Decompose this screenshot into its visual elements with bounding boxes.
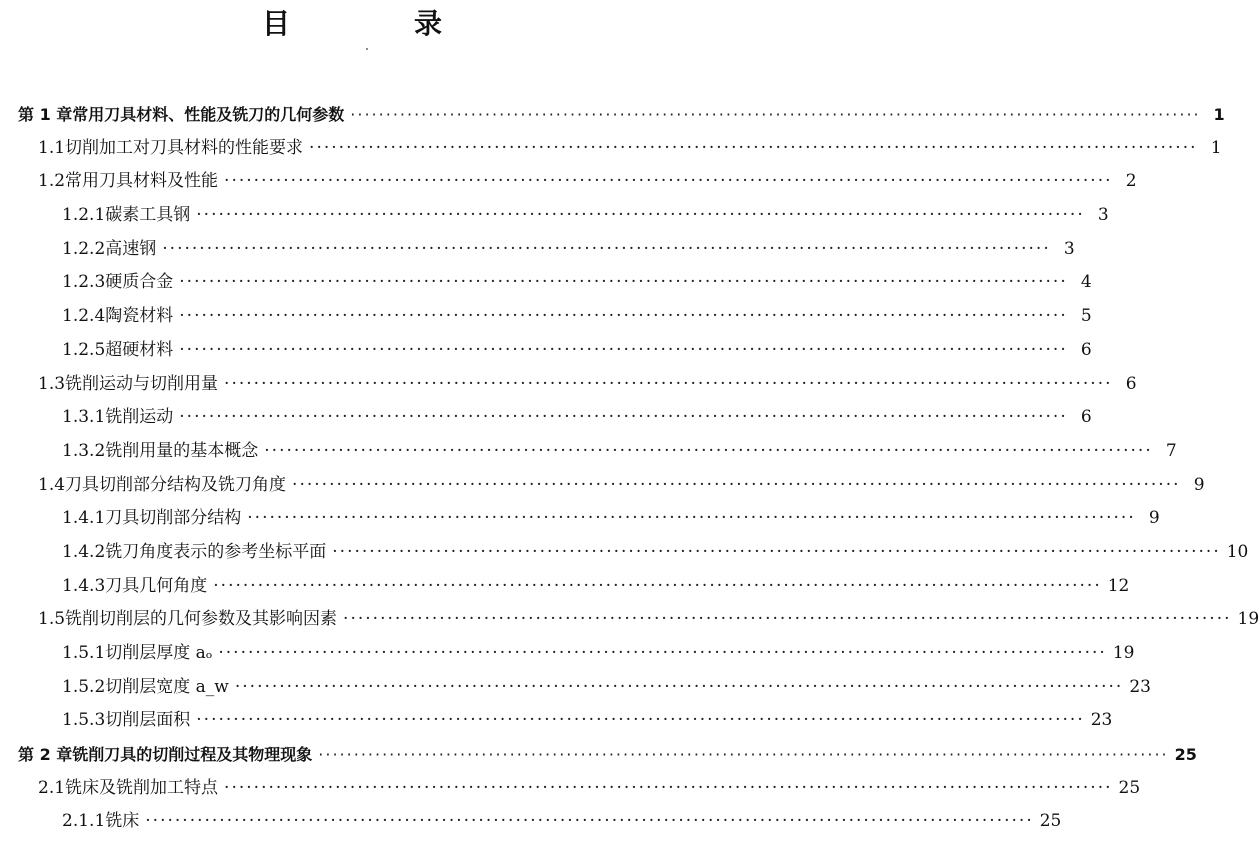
- toc-entry-number: 1.1: [38, 137, 66, 158]
- toc-entry-number: 1.2.1: [62, 205, 106, 226]
- toc-entry[interactable]: [0, 704, 1113, 738]
- toc-leader-dots: ························································································································: [350, 105, 1201, 124]
- toc-entry-page: 19: [1237, 609, 1259, 630]
- toc-entry-page: 19: [1112, 643, 1135, 663]
- toc-entry-title: 刀具几何角度: [105, 575, 208, 596]
- toc-entry-title: 铣削刀具的切削过程及其物理现象: [72, 745, 313, 765]
- toc-entry-page: 3: [1063, 238, 1075, 259]
- toc-entry[interactable]: [0, 570, 1130, 604]
- toc-entry-title: 常用刀具材料、性能及铣刀的几何参数: [72, 105, 345, 124]
- toc-entry[interactable]: [0, 738, 1197, 772]
- toc-entry-number: 1.4.3: [62, 575, 106, 596]
- toc-entry-number: 1.5.1: [62, 643, 106, 663]
- toc-entry[interactable]: [0, 165, 1137, 199]
- toc-entry-number: 第 2 章: [18, 745, 73, 765]
- toc-entry-number: 1.5.3: [62, 710, 106, 731]
- toc-leader-dots: ························································································································: [179, 407, 1068, 428]
- toc-entry-number: 1.4: [38, 474, 66, 495]
- toc-entry-page: 5: [1080, 306, 1092, 327]
- toc-entry[interactable]: [0, 637, 1135, 671]
- toc-leader-dots: ························································································································: [224, 373, 1113, 394]
- toc-entry-title: 铣床: [105, 811, 140, 832]
- toc-leader-dots: ························································································································: [196, 205, 1085, 226]
- toc-entry-page: 10: [1226, 541, 1249, 562]
- toc-entry[interactable]: [0, 368, 1137, 402]
- toc-entry-number: 1.2: [38, 171, 66, 192]
- toc-entry-page: 25: [1039, 811, 1062, 832]
- toc-entry-number: 1.4.2: [62, 541, 106, 562]
- toc-leader-dots: ························································································································: [179, 272, 1068, 293]
- toc-entry-page: 1: [1213, 105, 1225, 124]
- toc-entry-number: 1.3.1: [62, 407, 106, 428]
- toc-entry-page: 6: [1125, 373, 1137, 394]
- toc-entry[interactable]: [0, 401, 1092, 435]
- toc-entry-number: 1.4.1: [62, 508, 106, 529]
- toc-leader-dots: ························································································································: [213, 575, 1102, 596]
- table-of-contents: [0, 98, 1259, 839]
- toc-leader-dots: ························································································································: [247, 508, 1136, 529]
- toc-entry-number: 2.1.1: [62, 811, 106, 832]
- toc-entry-number: 第 1 章: [18, 105, 73, 124]
- toc-entry-title: 切削层面积: [105, 710, 191, 731]
- toc-entry-number: 1.2.5: [62, 339, 106, 360]
- toc-entry[interactable]: [0, 536, 1249, 570]
- toc-leader-dots: ························································································································: [145, 811, 1034, 832]
- toc-leader-dots: ························································································································: [264, 440, 1153, 461]
- toc-leader-dots: ························································································································: [343, 609, 1232, 630]
- toc-entry[interactable]: [0, 772, 1141, 806]
- toc-entry-title: 陶瓷材料: [105, 306, 174, 327]
- toc-leader-dots: ························································································································: [292, 474, 1181, 495]
- toc-entry-page: 23: [1129, 676, 1151, 697]
- toc-leader-dots: ························································································································: [309, 137, 1198, 158]
- toc-entry-title: 常用刀具材料及性能: [65, 171, 219, 192]
- toc-entry-number: 1.2.3: [62, 272, 106, 293]
- toc-leader-dots: ························································································································: [234, 676, 1124, 697]
- toc-entry[interactable]: [0, 132, 1222, 166]
- toc-entry-title: 高速钢: [105, 238, 157, 259]
- toc-entry-number: 2.1: [38, 777, 66, 798]
- toc-entry-page: 23: [1090, 710, 1113, 731]
- toc-entry[interactable]: [0, 199, 1109, 233]
- toc-entry[interactable]: [0, 266, 1092, 300]
- page-title: 目 录: [261, 7, 490, 40]
- toc-entry-title: 刀具切削部分结构: [105, 508, 242, 529]
- toc-leader-dots: ························································································································: [224, 777, 1113, 798]
- toc-entry-title: 刀具切削部分结构及铣刀角度: [65, 474, 287, 495]
- toc-entry[interactable]: [0, 502, 1160, 536]
- toc-leader-dots: ························································································································: [218, 643, 1107, 663]
- toc-entry[interactable]: [0, 469, 1205, 503]
- toc-entry[interactable]: [0, 233, 1075, 267]
- toc-entry-number: 1.5: [38, 609, 66, 630]
- toc-entry-page: 6: [1080, 339, 1092, 360]
- toc-entry-page: 1: [1210, 137, 1222, 158]
- toc-entry-page: 9: [1148, 508, 1160, 529]
- toc-entry-number: 1.3: [38, 373, 66, 394]
- toc-entry[interactable]: [0, 805, 1062, 839]
- toc-entry-title: 切削加工对刀具材料的性能要求: [65, 137, 304, 158]
- toc-entry[interactable]: [0, 671, 1151, 705]
- toc-entry-title: 铣削运动: [105, 407, 174, 428]
- toc-entry-page: 25: [1118, 777, 1141, 798]
- toc-leader-dots: ························································································································: [196, 710, 1085, 731]
- toc-entry-number: 1.2.2: [62, 238, 106, 259]
- toc-entry-page: 9: [1193, 474, 1205, 495]
- toc-entry-page: 2: [1125, 171, 1137, 192]
- toc-entry-title: 碳素工具钢: [105, 205, 191, 226]
- toc-entry-page: 12: [1107, 575, 1130, 596]
- toc-entry[interactable]: [0, 300, 1092, 334]
- toc-entry-title: 切削层宽度 a_w: [105, 676, 229, 697]
- toc-entry-page: 3: [1097, 205, 1109, 226]
- toc-entry-number: 1.5.2: [62, 676, 106, 697]
- toc-leader-dots: ························································································································: [332, 541, 1221, 562]
- toc-entry-page: 6: [1080, 407, 1092, 428]
- toc-entry-title: 铣削运动与切削用量: [65, 373, 219, 394]
- toc-entry-page: 4: [1080, 272, 1092, 293]
- toc-entry[interactable]: [0, 334, 1092, 368]
- toc-entry-title: 铣床及铣削加工特点: [65, 777, 219, 798]
- scan-speck: [366, 48, 368, 50]
- toc-leader-dots: ························································································································: [318, 745, 1169, 765]
- toc-entry-number: 1.3.2: [62, 440, 106, 461]
- toc-entry[interactable]: [0, 603, 1259, 637]
- toc-entry-page: 7: [1165, 440, 1177, 461]
- toc-entry-title: 铣削用量的基本概念: [105, 440, 259, 461]
- toc-entry-page: 25: [1174, 745, 1197, 765]
- toc-entry[interactable]: [0, 435, 1177, 469]
- toc-entry-title: 铣刀角度表示的参考坐标平面: [105, 541, 327, 562]
- toc-entry-title: 硬质合金: [105, 272, 174, 293]
- toc-entry-title: 铣削切削层的几何参数及其影响因素: [65, 609, 338, 630]
- toc-entry-number: 1.2.4: [62, 306, 106, 327]
- toc-entry[interactable]: [0, 98, 1225, 132]
- toc-entry-title: 切削层厚度 aₒ: [105, 643, 213, 663]
- toc-leader-dots: ························································································································: [162, 238, 1051, 259]
- toc-leader-dots: ························································································································: [179, 339, 1068, 360]
- toc-leader-dots: ························································································································: [179, 306, 1068, 327]
- toc-entry-title: 超硬材料: [105, 339, 174, 360]
- toc-leader-dots: ························································································································: [224, 171, 1113, 192]
